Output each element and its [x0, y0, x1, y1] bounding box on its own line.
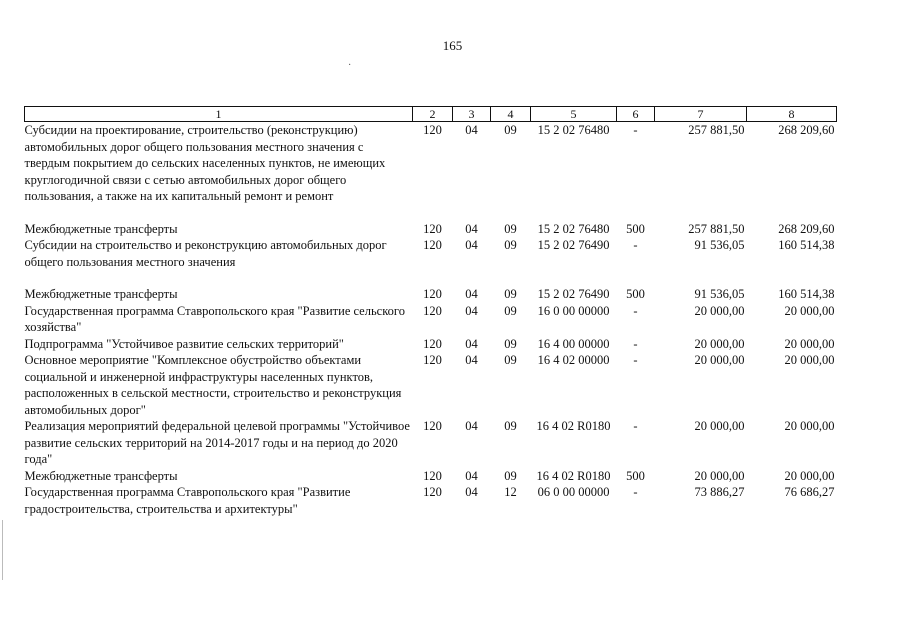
row-section-code: 04: [465, 221, 478, 236]
row-section-code: 04: [465, 238, 478, 252]
row-name: Субсидии на строительство и реконструкцию автомобильных дорог общего пользования местного значения: [24, 238, 387, 269]
row-target-code: 16 4 00 00000: [537, 336, 610, 351]
row-name: Государственная программа Ставропольского края "Развитие сельского хозяйства": [24, 303, 405, 334]
row-ministry-code: 120: [423, 419, 442, 433]
row-section-code: 04: [465, 123, 478, 137]
row-expense-type: 500: [626, 221, 645, 236]
row-target-code: 16 4 02 R0180: [536, 468, 611, 483]
row-amount-2: 160 514,38: [778, 238, 835, 252]
row-ministry-code: 120: [423, 468, 442, 483]
header-col-2: 2: [413, 107, 453, 122]
scan-speck: ·: [348, 60, 352, 71]
row-section-code: 04: [465, 419, 478, 433]
row-amount-1: 257 881,50: [688, 123, 745, 137]
row-amount-2: 268 209,60: [778, 221, 835, 236]
row-section-code: 04: [465, 287, 478, 301]
header-col-4: 4: [491, 107, 531, 122]
row-subsection-code: 09: [504, 238, 517, 252]
table-row: [25, 237, 837, 270]
header-col-1: 1: [25, 107, 413, 122]
spacer-row: [25, 205, 837, 221]
row-amount-1: 91 536,05: [694, 238, 745, 252]
row-subsection-code: 09: [504, 303, 517, 318]
row-subsection-code: 09: [504, 468, 517, 483]
row-section-code: 04: [465, 353, 478, 367]
spacer-row: [25, 270, 837, 286]
row-amount-2: 20 000,00: [784, 353, 835, 367]
row-ministry-code: 120: [423, 123, 442, 137]
header-col-8: 8: [747, 107, 837, 122]
header-col-3: 3: [453, 107, 491, 122]
row-subsection-code: 09: [504, 336, 517, 351]
row-ministry-code: 120: [423, 485, 442, 499]
row-subsection-code: 09: [504, 287, 517, 301]
header-col-6: 6: [617, 107, 655, 122]
row-name: Реализация мероприятий федеральной целевой программы "Устойчивое развитие сельских территорий на 2014-2017 годы и на период до 2020 года": [24, 419, 410, 466]
header-col-7: 7: [655, 107, 747, 122]
row-amount-1: 20 000,00: [694, 468, 745, 483]
table-row: [25, 122, 837, 205]
row-subsection-code: 09: [504, 419, 517, 433]
row-name: Межбюджетные трансферты: [24, 287, 178, 301]
row-target-code: 16 4 02 00000: [537, 353, 610, 367]
row-target-code: 15 2 02 76490: [537, 287, 610, 301]
row-amount-1: 20 000,00: [694, 303, 745, 318]
row-amount-1: 73 886,27: [694, 485, 745, 499]
row-name: Межбюджетные трансферты: [24, 468, 178, 483]
row-ministry-code: 120: [423, 287, 442, 301]
row-target-code: 15 2 02 76480: [537, 221, 610, 236]
row-amount-2: 268 209,60: [778, 123, 835, 137]
budget-table: [24, 106, 837, 517]
row-amount-1: 20 000,00: [694, 419, 745, 433]
table-row: [25, 221, 837, 238]
row-subsection-code: 09: [504, 353, 517, 367]
row-ministry-code: 120: [423, 238, 442, 252]
row-expense-type: -: [633, 303, 638, 318]
row-amount-1: 91 536,05: [694, 287, 745, 301]
row-expense-type: -: [633, 238, 638, 252]
row-expense-type: -: [633, 353, 638, 367]
row-name: Основное мероприятие "Комплексное обустройство объектами социальной и инженерной инфраструктуры населенных пунктов, расположенных в сельской местности, строительство и реконструкция автомобильных дорог": [24, 353, 402, 417]
row-amount-2: 20 000,00: [784, 419, 835, 433]
row-subsection-code: 12: [504, 485, 517, 499]
row-name: Государственная программа Ставропольского края "Развитие градостроительства, строительства и архитектуры": [24, 485, 351, 516]
table-row: [25, 336, 837, 353]
header-col-5: 5: [531, 107, 617, 122]
table-row: [25, 286, 837, 303]
table-row: [25, 303, 837, 336]
table-row: [25, 468, 837, 485]
row-target-code: 16 4 02 R0180: [536, 419, 611, 433]
table-row: [25, 418, 837, 468]
row-expense-type: -: [633, 419, 638, 433]
scan-edge-mark: [2, 520, 3, 580]
row-ministry-code: 120: [423, 303, 442, 318]
row-amount-1: 20 000,00: [694, 336, 745, 351]
row-target-code: 15 2 02 76490: [537, 238, 610, 252]
row-section-code: 04: [465, 303, 478, 318]
header-row: [25, 107, 837, 122]
row-subsection-code: 09: [504, 221, 517, 236]
row-expense-type: -: [633, 336, 638, 351]
row-name: Субсидии на проектирование, строительство (реконструкцию) автомобильных дорог общего пользования местного значения с твердым покрытием до сельских населенных пунктов, не имеющих круглогодичной связи с сетью автомобильных дорог общего пользования, а также на их капитальный ремонт и ремонт: [24, 123, 386, 203]
row-target-code: 06 0 00 00000: [537, 485, 610, 499]
row-expense-type: -: [633, 485, 638, 499]
row-name: Подпрограмма "Устойчивое развитие сельских территорий": [24, 336, 344, 351]
row-amount-2: 20 000,00: [784, 303, 835, 318]
row-section-code: 04: [465, 468, 478, 483]
row-expense-type: 500: [626, 468, 645, 483]
row-ministry-code: 120: [423, 221, 442, 236]
table-row: [25, 352, 837, 418]
row-section-code: 04: [465, 485, 478, 499]
row-amount-2: 76 686,27: [784, 485, 835, 499]
row-name: Межбюджетные трансферты: [24, 221, 178, 236]
row-target-code: 16 0 00 00000: [537, 303, 610, 318]
row-expense-type: -: [633, 123, 638, 137]
row-ministry-code: 120: [423, 336, 442, 351]
row-subsection-code: 09: [504, 123, 517, 137]
row-amount-2: 20 000,00: [784, 336, 835, 351]
row-target-code: 15 2 02 76480: [537, 123, 610, 137]
page-number: 165: [442, 38, 463, 53]
table-row: [25, 484, 837, 517]
row-amount-2: 160 514,38: [778, 287, 835, 301]
row-amount-2: 20 000,00: [784, 468, 835, 483]
row-section-code: 04: [465, 336, 478, 351]
row-amount-1: 257 881,50: [688, 221, 745, 236]
row-amount-1: 20 000,00: [694, 353, 745, 367]
row-ministry-code: 120: [423, 353, 442, 367]
row-expense-type: 500: [626, 287, 645, 301]
